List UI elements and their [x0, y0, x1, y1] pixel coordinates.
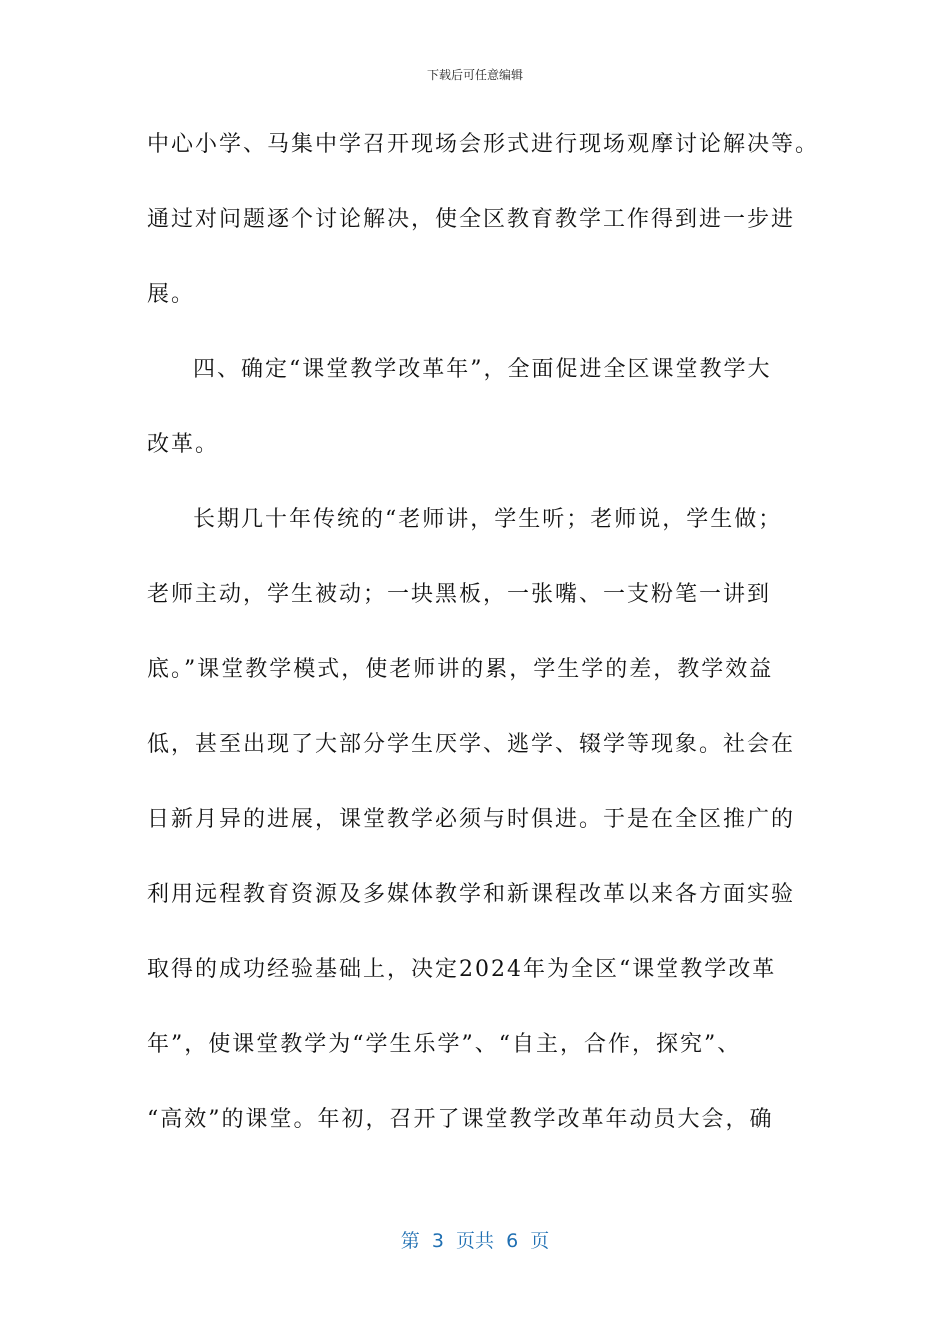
- section-heading-line: 改革。: [147, 432, 220, 457]
- page-header: 下载后可任意编辑: [426, 68, 523, 82]
- body-line: 展。: [147, 282, 196, 307]
- body-line: 通过对问题逐个讨论解决，使全区教育教学工作得到进一步进: [147, 207, 796, 232]
- body-line: 年”，使课堂教学为“学生乐学”、“自主，合作，探究”、: [147, 1032, 742, 1057]
- body-line: 底。”课堂教学模式，使老师讲的累，学生学的差，教学效益: [147, 657, 774, 682]
- body-line: 低，甚至出现了大部分学生厌学、逃学、辍学等现象。社会在: [147, 732, 796, 757]
- body-line: 中心小学、马集中学召开现场会形式进行现场观摩讨论解决等。: [147, 132, 820, 157]
- body-line: 利用远程教育资源及多媒体教学和新课程改革以来各方面实验: [147, 882, 796, 907]
- section-heading-line: 四、确定“课堂教学改革年”，全面促进全区课堂教学大: [193, 357, 772, 382]
- body-line: 老师主动，学生被动；一块黑板，一张嘴、一支粉笔一讲到: [147, 582, 772, 607]
- body-line: 长期几十年传统的“老师讲，学生听；老师说，学生做；: [193, 507, 783, 532]
- body-line: “高效”的课堂。年初，召开了课堂教学改革年动员大会，确: [147, 1107, 774, 1132]
- document-body: [147, 126, 820, 1176]
- page-number-footer: 第 3 页共 6 页: [400, 1230, 550, 1252]
- body-line: 日新月异的进展，课堂教学必须与时俱进。于是在全区推广的: [147, 807, 796, 832]
- body-line: 取得的成功经验基础上，决定2024年为全区“课堂教学改革: [147, 957, 777, 982]
